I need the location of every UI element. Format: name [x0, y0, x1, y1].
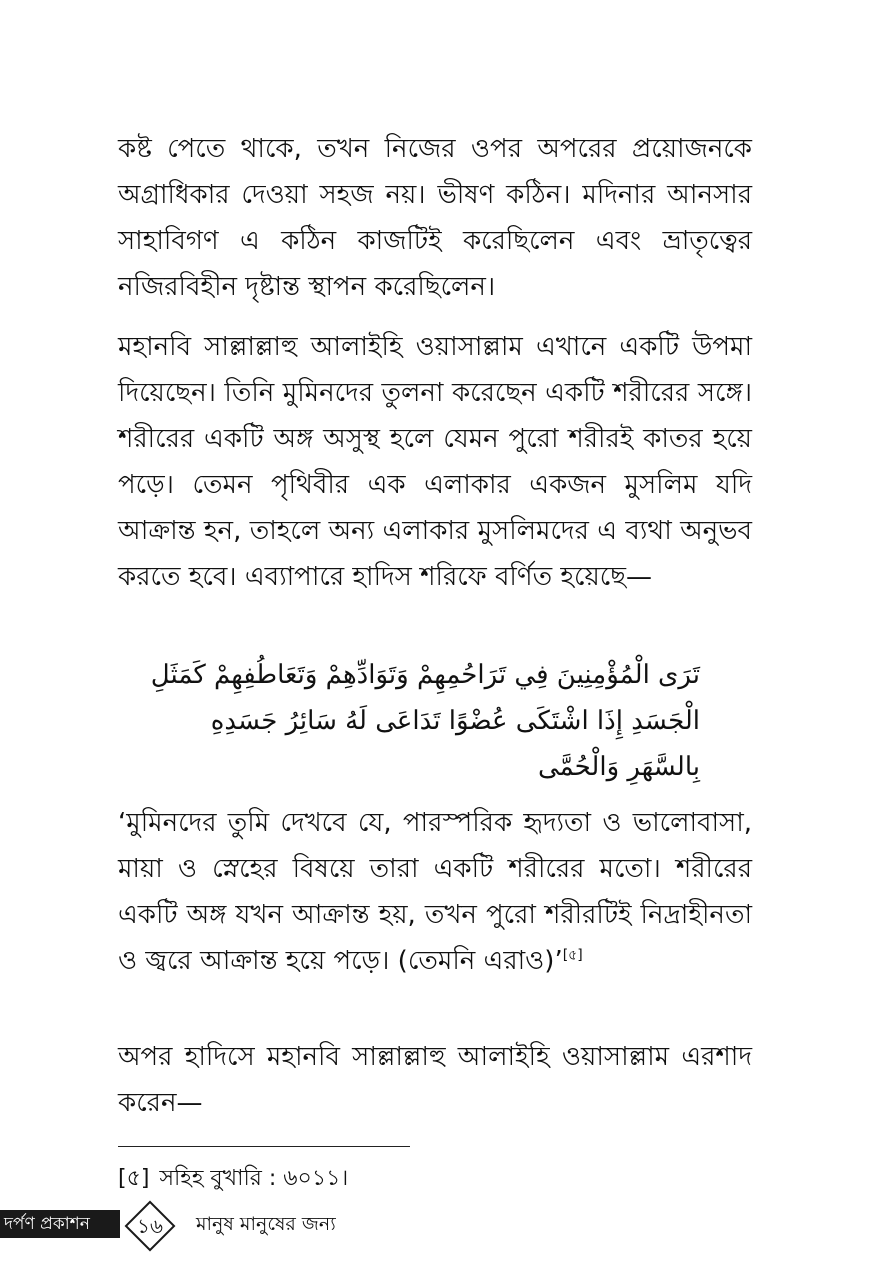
- arabic-line-1: تَرَى الْمُؤْمِنِينَ فِي تَرَاحُمِهِمْ وَتَوَادِّهِمْ وَتَعَاطُفِهِمْ كَمَثَلِ: [150, 660, 700, 690]
- paragraph-1: কষ্ট পেতে থাকে, তখন নিজের ওপর অপরের প্রয়োজনকে অগ্রাধিকার দেওয়া সহজ নয়। ভীষণ কঠিন। মদিনার আনসার সাহাবিগণ এ কঠিন কাজটিই করেছিলেন এবং ভ্রাতৃত্বের নজিরবিহীন দৃষ্টান্ত স্থাপন করেছিলেন।: [118, 134, 752, 302]
- book-title: মানুষ মানুষের জন্য: [196, 1213, 336, 1235]
- page-footer: [0, 1200, 870, 1244]
- arabic-line-2: الْجَسَدِ إِذَا اشْتَكَى عُضْوًا تَدَاعَى لَهُ سَائِرُ جَسَدِهِ: [210, 706, 700, 736]
- publisher-name: দর্পণ প্রকাশন: [0, 1210, 120, 1238]
- paragraph-2: মহানবি সাল্লাল্লাহু আলাইহি ওয়াসাল্লাম এখানে একটি উপমা দিয়েছেন। তিনি মুমিনদের তুলনা করেছেন একটি শরীরের সঙ্গে। শরীরের একটি অঙ্গ অসুস্থ হলে যেমন পুরো শরীরই কাতর হয়ে পড়ে। তেমন পৃথিবীর এক এলাকার একজন মুসলিম যদি আক্রান্ত হন, তাহলে অন্য এলাকার মুসলিমদের এ ব্যথা অনুভব করতে হবে। এব্যাপারে হাদিস শরিফে বর্ণিত হয়েছে—: [118, 332, 752, 592]
- paragraph-3-translation: [118, 800, 752, 984]
- paragraph-4: অপর হাদিসে মহানবি সাল্লাল্লাহু আলাইহি ওয়াসাল্লাম এরশাদ করেন—: [118, 1042, 752, 1118]
- footnote-text: সহিহ বুখারি : ৬০১১।: [159, 1166, 349, 1191]
- translation-text: ‘মুমিনদের তুমি দেখবে যে, পারস্পরিক হৃদ্যতা ও ভালোবাসা, মায়া ও স্নেহের বিষয়ে তারা একটি শরীরের মতো। শরীরের একটি অঙ্গ যখন আক্রান্ত হয়, তখন পুরো শরীরটিই নিদ্রাহীনতা ও জ্বরে আক্রান্ত হয়ে পড়ে। (তেমনি এরাও)’: [118, 808, 752, 976]
- arabic-hadith-quote: [140, 652, 700, 790]
- arabic-line-3: بِالسَّهَرِ وَالْحُمَّى: [537, 752, 700, 782]
- footnote: [118, 1164, 348, 1194]
- page-number: ১৬: [137, 1214, 163, 1238]
- footnote-reference: [৫]: [562, 947, 583, 964]
- footnote-divider: [118, 1146, 410, 1147]
- footnote-marker: [৫]: [118, 1166, 150, 1191]
